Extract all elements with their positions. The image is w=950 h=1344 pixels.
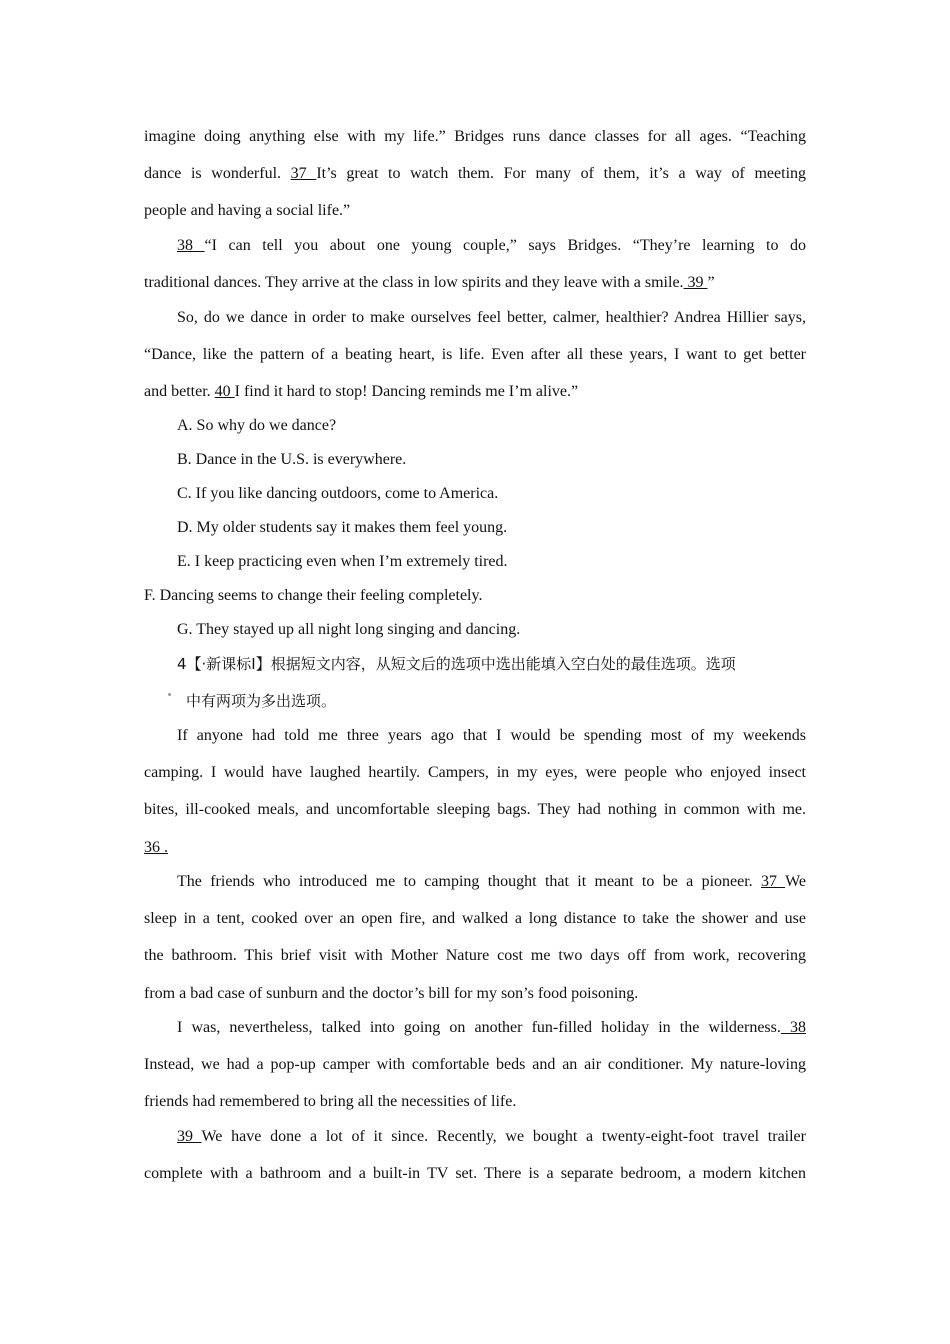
passage2-line: camping. I would have laughed heartily. Campers, in my eyes, were people who enjoyed insect	[144, 764, 806, 781]
option-d: D. My older students say it makes them feel young.	[177, 519, 508, 536]
blank-36: 36 .	[144, 839, 168, 856]
passage1-line: people and having a social life.”	[144, 202, 351, 219]
blank-40: 40	[214, 383, 235, 400]
blank-37: 37	[290, 165, 317, 182]
passage2-line: from a bad case of sunburn and the doctor’s bill for my son’s food poisoning.	[144, 985, 639, 1002]
passage1-line: dance is wonderful. 37 It’s great to watch them. For many of them, it’s a way of meeting	[144, 165, 807, 182]
blank-39: 39	[683, 274, 708, 291]
passage2-line	[144, 838, 806, 858]
passage1-line: traditional dances. They arrive at the class in low spirits and they leave with a smile. 39 ”	[144, 274, 715, 291]
passage1-line: and better. 40 I find it hard to stop! Dancing reminds me I’m alive.”	[144, 383, 579, 400]
option-c: C. If you like dancing outdoors, come to America.	[177, 485, 499, 502]
question-4-instruction: 中有两项为多出选项。	[186, 692, 337, 710]
passage2-line: bites, ill-cooked meals, and uncomfortable sleeping bags. They had nothing in common with me.	[144, 801, 806, 818]
passage2-line: friends had remembered to bring all the necessities of life.	[144, 1093, 517, 1110]
passage2-line: Instead, we had a pop-up camper with comfortable beds and an air conditioner. My nature-loving	[144, 1056, 806, 1073]
passage1-line: 38 “I can tell you about one young couple,” says Bridges. “They’re learning to do	[177, 237, 806, 254]
passage1-line: So, do we dance in order to make ourselves feel better, calmer, healthier? Andrea Hillier says,	[177, 309, 806, 326]
passage2-line: The friends who introduced me to camping thought that it meant to be a pioneer. 37 We	[177, 873, 806, 890]
bullet-dot	[168, 693, 171, 696]
option-f: F. Dancing seems to change their feeling completely.	[144, 587, 483, 604]
passage2-line: the bathroom. This brief visit with Mother Nature cost me two days off from work, recovering	[144, 947, 806, 964]
passage2-line: I was, nevertheless, talked into going on another fun-filled holiday in the wilderness. 38	[177, 1019, 807, 1036]
option-e: E. I keep practicing even when I’m extremely tired.	[177, 553, 508, 570]
passage2-line: sleep in a tent, cooked over an open fire, and walked a long distance to take the shower and use	[144, 910, 806, 927]
passage1-line: imagine doing anything else with my life.” Bridges runs dance classes for all ages. “Teaching	[144, 128, 806, 145]
blank-37: 37	[761, 873, 786, 890]
passage2-line: 39 We have done a lot of it since. Recently, we bought a twenty-eight-foot travel trailer	[177, 1128, 806, 1145]
blank-39: 39	[177, 1128, 202, 1145]
passage2-line: If anyone had told me three years ago that I would be spending most of my weekends	[177, 727, 806, 744]
question-4-instruction: 4【·新课标Ⅰ】根据短文内容，从短文后的选项中选出能填入空白处的最佳选项。选项	[177, 655, 736, 673]
passage2-line: complete with a bathroom and a built-in TV set. There is a separate bedroom, a modern kitchen	[144, 1165, 806, 1182]
blank-38: 38	[780, 1019, 807, 1036]
passage1-line: “Dance, like the pattern of a beating heart, is life. Even after all these years, I want to get better	[144, 346, 806, 363]
blank-38: 38	[177, 237, 205, 254]
option-g: G. They stayed up all night long singing and dancing.	[177, 621, 521, 638]
option-b: B. Dance in the U.S. is everywhere.	[177, 451, 407, 468]
option-a: A. So why do we dance?	[177, 417, 337, 434]
